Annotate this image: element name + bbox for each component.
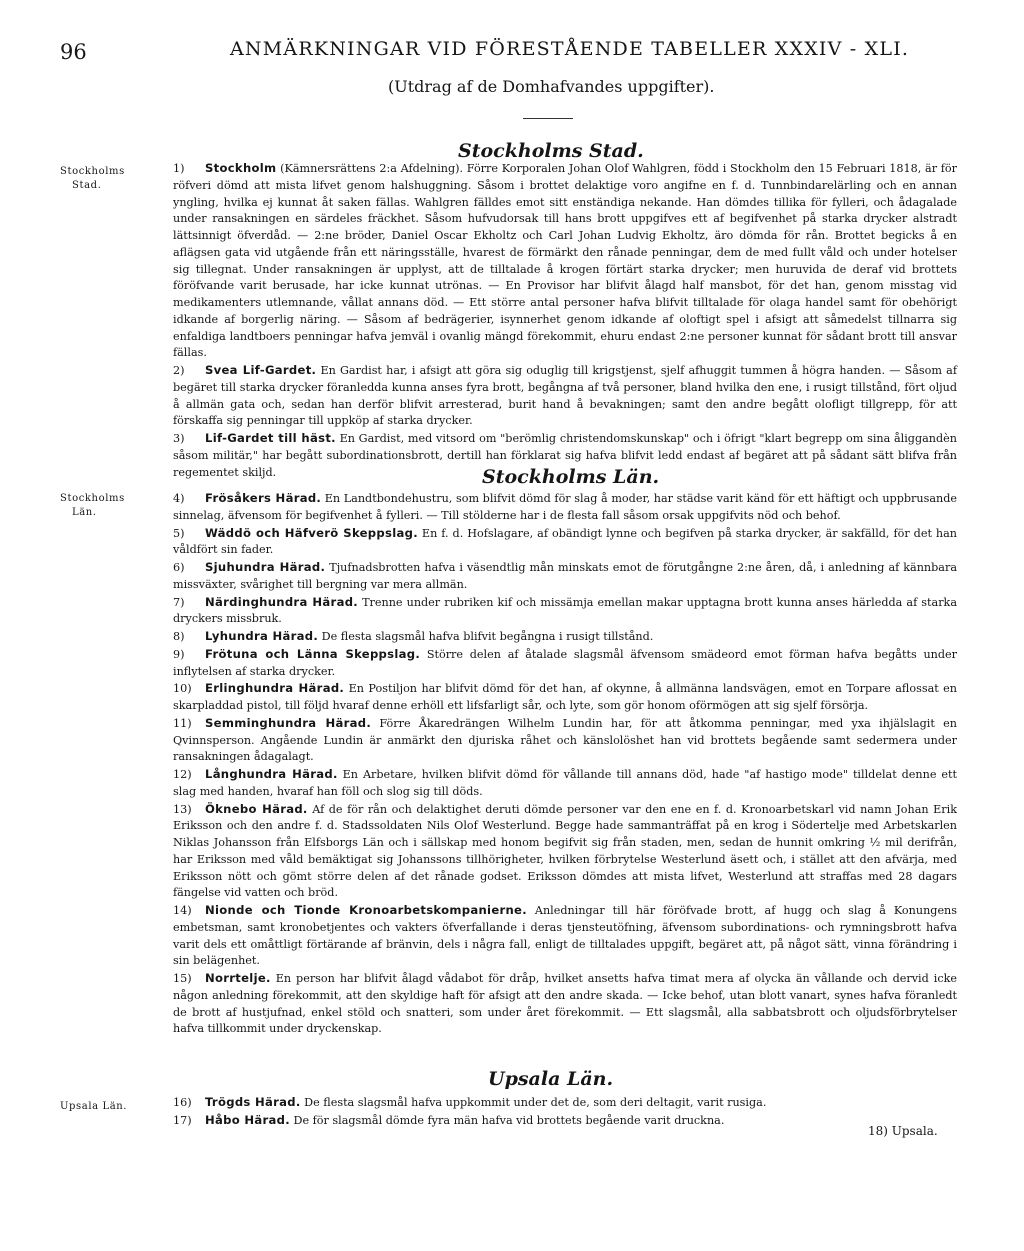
entry-body: Större delen af åtalade slagsmål äfvensom smädeord emot förman hafva begåtts under inflytelsen af starka drycker. [173,647,957,678]
entry-number: 8) [173,630,185,643]
entry-name: Frötuna och Länna Skeppslag. [205,646,421,661]
entry-number: 12) [173,768,192,781]
entry-body: En Gardist, med vitsord om "berömlig christendomskunskap" och i öfrigt "klart begrepp om sina åliggandèn såsom militär," har begått subordinationsbrott, dertill han förklarat sig hafva blifvit ledd endast af begäret att på sådant sätt blifva från regementet skiljd. [173,432,957,479]
entry-11 [145,715,957,766]
entry-18-label: 18) Upsala. [868,1124,938,1138]
entry-name: Erlinghundra Härad. [205,681,345,696]
entry-number: 3) [173,432,185,445]
entry-name: Lyhundra Härad. [205,629,319,643]
entry-number: 2) [173,364,185,377]
entry-name: Norrtelje. [205,971,271,985]
entry-6 [145,559,957,594]
margin-note-stad [60,165,125,193]
entry-7 [145,594,957,629]
entry-body: Tjufnadsbrotten hafva i väsendtlig mån minskats emot de förutgångne 2:ne åren, då, i anledning af kännbara missväxter, svårighet till bergning var mera allmän. [173,561,957,591]
entry-4 [145,490,957,525]
entry-name: Sjuhundra Härad. [205,560,326,574]
margin-note-line: Stockholms [60,166,125,177]
entry-name: Nionde och Tionde Kronoarbetskompanierne. [205,903,527,917]
entry-number: 15) [173,972,192,985]
entry-body: En f. d. Hofslagare, af obändigt lynne och begifven på starka drycker, är sakfälld, för det han våldfört sin fader. [173,526,957,557]
margin-note-line: Län. [72,507,97,518]
entry-15 [145,970,957,1038]
entries-uppsala [145,1094,957,1130]
entry-name: Närdinghundra Härad. [205,594,358,609]
subtitle: (Utdrag af de Domhafvandes uppgifter). [388,77,715,96]
page-number: 96 [60,40,87,64]
entry-number: 4) [173,492,185,505]
entries-stad [145,160,957,481]
entry-body: (Kämnersrättens 2:a Afdelning). Förre Korporalen Johan Olof Wahlgren, född i Stockholm den 15 Februari 1818, är för röfveri dömd att mista lifvet genom halshuggning. Såsom i brottet delaktige voro angifne en f. d. Tunnbindarelärling och en annan yngling, hvilka ej kunnat åt saken fällas. Wahlgren fälldes emot sitt enständiga nekande. Han dömdes tillika för fylleri, och ådagalade under ransakningen en särdeles fräckhet. Såsom hufvudorsak till hans brott uppgifves ett af begifvenhet på starka drycker alstradt lättsinnigt öfverdåd. — 2:ne bröder, Daniel Oscar Ekholtz och Carl Johan Ludvig Ekholtz, äro dömda för rån. Brottet begicks å en aflägsen gata vid utgående från ett näringsställe, hvarest de förmärkt den rånade penningar, dem de med fullt våld och under hotelser sig tillegnat. Under ransakningen är upplyst, att de tilltalade å krogen förtärt starka drycker; men huruvida de deraf vid brottets föröfvande varit berusade, har icke kunnat utrönas. — En Provisor har blifvit ålagd half mansbot, för det han, genom misstag vid medikamenters utlemnande, vållat annans död. — Ett större antal personer hafva blifvit tilltalade för olaga handel samt för obehörigt idkande af borgerlig näring. — Såsom af bedrägerier, isynnerhet genom idkande af oloftigt spel i afsigt att såmedelst tillnarra sig enfaldiga landtboers penningar hafva jemväl i ovanlig mängd förekommit, ehuru endast 2:ne personer kunnat för sådant brott till ansvar fällas. [173,162,957,360]
entry-name: Håbo Härad. [205,1112,290,1127]
divider-rule [523,118,573,119]
entry-number: 16) [173,1096,192,1109]
entry-name: Lif-Gardet till häst. [205,431,336,445]
entry-body: En person har blifvit ålagd vådabot för dråp, hvilket ansetts hafva timat mera af olycka än vållande och dervid icke någon anledning förekommit, att den skyldige haft för afsigt att den andre skada. — Icke behof, utan blott vanart, synes hafva föranledt de brott af hustjufnad, enkel stöld och snatteri, som under året förekommit. — Ett slagsmål, alla sabbatsbrott och oljudsförbrytelser hafva tillkommit under dryckenskap. [173,972,957,1036]
entry-name: Långhundra Härad. [205,767,338,781]
running-title: ANMÄRKNINGAR VID FÖRESTÅENDE TABELLER XXXIV - XLI. [230,38,910,60]
entry-body: Trenne under rubriken kif och missämja emellan makar upptagna brott kunna anses härledda af starka dryckers missbruk. [173,595,957,626]
entry-body: De flesta slagsmål hafva uppkommit under det de, som deri deltagit, varit rusiga. [304,1096,767,1109]
entry-body: En Gardist har, i afsigt att göra sig oduglig till krigstjenst, sjelf afhuggit tummen å högra handen. — Såsom af begäret till starka drycker föranledda kunna anses fyra brott, begångna af två personer, bland hvilka den ene, i rusigt tillstånd, fört oljud å allmän gata och, sedan han derför blifvit arresterad, burit hand å bevakningen; samt den andre begått olofligt tillgrepp, för att förskaffa sig penningar till uppköp af starka drycker. [173,364,957,428]
margin-note-lan [60,492,125,520]
entry-body: Anledningar till här föröfvade brott, af hugg och slag å Konungens embetsman, samt kronobetjentes och vakters öfverfallande i deras tjensteutöfning, äfvensom subordinations- och rymningsbrott hafva varit dels ett omåttligt förtärande af bränvin, dels i några fall, enligt de tilltalades uppgift, begäret att, på något sätt, vinna förändring i sin belägenhet. [173,904,958,968]
margin-note-uppsala: Upsala Län. [60,1101,128,1112]
entry-body: En Arbetare, hvilken blifvit dömd för vållande till annans död, hade "af hastigo mode" tilldelat denne ett slag med handen, hvaraf han föll och slog sig till döds. [173,768,958,798]
entry-body: De för slagsmål dömde fyra män hafva vid brottets begående varit druckna. [293,1113,725,1127]
entry-13 [145,801,957,903]
entry-number: 13) [173,802,192,816]
section-heading-stad: Stockholms Stad. [458,140,644,162]
entry-name: Öknebo Härad. [205,801,308,816]
entry-body: Af de för rån och delaktighet deruti dömde personer var den ene en f. d. Kronoarbetskarl vid namn Johan Erik Eriksson och den andre f. d. Stadssoldaten Nils Olof Westerlund. Begge hade sammanträffat på en krog i Södertelje med Arbetskarlen Niklas Johansson från Elfsborgs Län och i sällskap med honom begifvit sig från staden, men, sedan de hunnit omkring ½ mil derifrån, har Eriksson med våld bemäktigat sig Johanssons tillhörigheter, hvilken förbrytelse Westerlund äsett och, i stället att den afvärja, med Eriksson nött och gömt större delen af det rånade godset. Eriksson dömdes att mista lifvet, Westerlund att straffas med 28 dagars fängelse vid vatten och bröd. [173,802,958,900]
entries-lan [145,490,957,1038]
entry-number: 6) [173,561,185,574]
entry-body: Förre Åkaredrängen Wilhelm Lundin har, för att åtkomma penningar, med yxa ihjälslagit en Qvinnsperson. Angående Lundin är anmärkt den djuriska råhet och känslolöshet han vid brottets begående samt sedermera under ransakningen ådagalagt. [173,716,958,764]
entry-14 [145,902,957,970]
entry-name: Frösåkers Härad. [205,491,322,505]
entry-name: Trögds Härad. [205,1095,301,1109]
section-heading-lan: Stockholms Län. [482,466,660,488]
entry-9 [145,646,957,681]
entry-number: 17) [173,1113,192,1127]
entry-16 [145,1094,957,1112]
section-heading-uppsala: Upsala Län. [488,1068,614,1090]
entry-name: Svea Lif-Gardet. [205,363,317,377]
entry-10 [145,680,957,715]
entry-body: En Landtbondehustru, som blifvit dömd för slag å moder, har städse varit känd för ett häftigt och uppbrusande sinnelag, äfvensom för begifvenhet å fylleri. — Till stölderne har i de flesta fall såsom orsak uppgifvits nöd och behof. [173,492,957,522]
entry-2 [145,362,957,430]
entry-number: 14) [173,904,192,917]
entry-12 [145,766,957,801]
entry-number: 7) [173,595,185,609]
entry-5 [145,525,957,560]
entry-name: Semminghundra Härad. [205,715,372,730]
entry-8 [145,628,957,646]
entry-number: 9) [173,647,185,661]
entry-name: Wäddö och Häfverö Skeppslag. [205,525,418,540]
entry-body: En Postiljon har blifvit dömd för det han, af okynne, å allmänna landsvägen, emot en Torpare aflossat en skarpladdad pistol, till följd hvaraf denne erhöll ett lifsfarligt sår, och lyte, som gör honom oförmögen att sig sjelf försörja. [173,682,958,712]
entry-1 [145,160,957,362]
entry-number: 10) [173,682,192,696]
entry-name: Stockholm [205,161,277,175]
entry-number: 1) [173,162,185,175]
entry-number: 5) [173,526,185,540]
margin-note-line: Stad. [72,180,102,191]
entry-17 [145,1112,957,1130]
margin-note-line: Stockholms [60,493,125,504]
entry-number: 11) [173,716,192,730]
entry-body: De flesta slagsmål hafva blifvit begångna i rusigt tillstånd. [321,630,654,643]
